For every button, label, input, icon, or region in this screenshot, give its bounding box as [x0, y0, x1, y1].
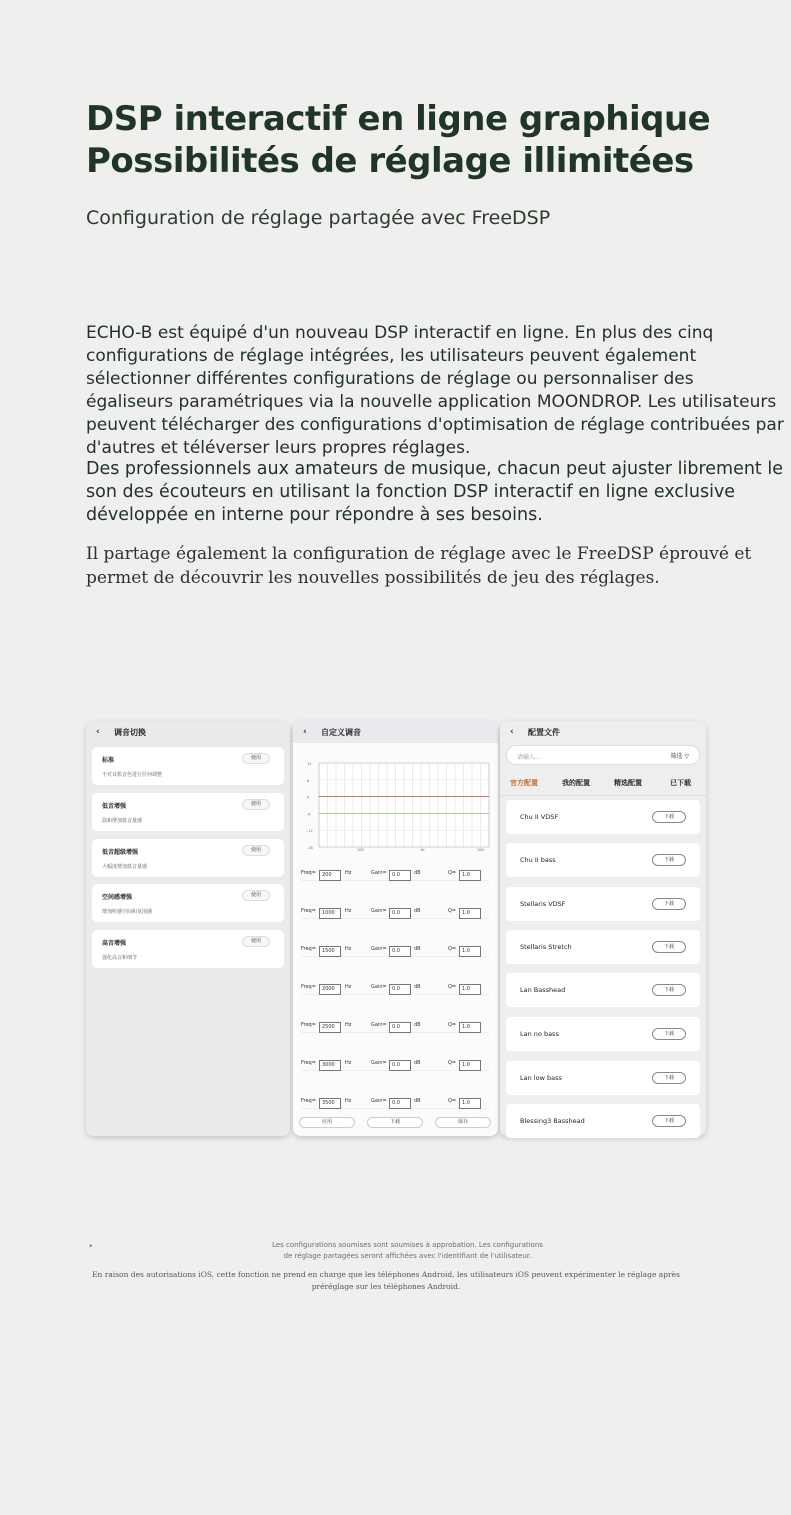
- profile-card[interactable]: [506, 887, 700, 921]
- preset-title: 标准: [102, 757, 115, 764]
- download-button[interactable]: 下载: [652, 941, 686, 953]
- freq-label: Freq=: [301, 984, 316, 990]
- hz-label: Hz: [345, 1022, 352, 1028]
- gain-label: Gain=: [371, 1098, 387, 1104]
- profile-name: Lan low bass: [520, 1074, 562, 1082]
- db-label: dB: [414, 908, 421, 914]
- freq-input[interactable]: 2500: [319, 1022, 341, 1033]
- y-tick-label: -12: [307, 829, 313, 834]
- preset-title: 低音增强: [102, 803, 127, 810]
- freq-label: Freq=: [301, 946, 316, 952]
- gain-label: Gain=: [371, 946, 387, 952]
- q-label: Q=: [448, 908, 457, 914]
- q-label: Q=: [448, 946, 457, 952]
- hz-label: Hz: [345, 870, 352, 876]
- hz-label: Hz: [345, 908, 352, 914]
- use-button[interactable]: 使用: [242, 936, 270, 947]
- use-button[interactable]: 使用: [242, 799, 270, 810]
- footnote-ios: En raison des autorisations iOS, cette fonction ne prend en charge que les téléphones Android, les utilisateurs iOS peuvent expérimenter le réglage après préréglage sur les téléphones Android.: [92, 1270, 680, 1291]
- y-tick-label: 0: [307, 795, 310, 800]
- eq-band-row: [301, 867, 489, 881]
- title-line-1: DSP interactif en ligne graphique: [86, 99, 711, 139]
- gain-input[interactable]: 0.0: [389, 984, 411, 995]
- gain-input[interactable]: 0.0: [389, 1022, 411, 1033]
- tab-downloaded[interactable]: 已下载: [670, 779, 691, 787]
- second-paragraph: Des professionnels aux amateurs de musique, chacun peut ajuster librement le son des écouteurs en utilisant la fonction DSP interactif en ligne exclusive développée en interne pour répondre à ses besoins.: [86, 459, 783, 525]
- profile-name: Chu II bass: [520, 856, 556, 864]
- q-label: Q=: [448, 1060, 457, 1066]
- reset-button[interactable]: 应用: [299, 1117, 355, 1128]
- db-label: dB: [414, 984, 421, 990]
- use-button[interactable]: 使用: [242, 845, 270, 856]
- y-tick-label: -6: [307, 812, 311, 817]
- q-input[interactable]: 1.0: [459, 1098, 481, 1109]
- back-icon[interactable]: ‹: [96, 727, 100, 737]
- preset-card[interactable]: [92, 839, 284, 877]
- footnote-approval: [200, 1241, 615, 1260]
- gain-input[interactable]: 0.0: [389, 1098, 411, 1109]
- preset-description: 大幅度增加低音量感: [102, 864, 148, 870]
- use-button[interactable]: 使用: [242, 890, 270, 901]
- q-label: Q=: [448, 1098, 457, 1104]
- download-button[interactable]: 下载: [652, 1115, 686, 1127]
- y-tick-label: -18: [307, 846, 313, 850]
- q-input[interactable]: 1.0: [459, 1060, 481, 1071]
- freq-label: Freq=: [301, 908, 316, 914]
- preset-title: 低音超级增强: [102, 849, 139, 856]
- q-input[interactable]: 1.0: [459, 984, 481, 995]
- custom-eq-header: [293, 721, 498, 743]
- profile-tabs: [500, 776, 706, 796]
- eq-band-row: [301, 981, 489, 995]
- preset-description: 增加听感空间和氛围感: [102, 909, 153, 915]
- x-tick-label: 10K: [477, 848, 484, 852]
- db-label: dB: [414, 1098, 421, 1104]
- phone-screen-presets: [86, 721, 290, 1136]
- db-label: dB: [414, 870, 421, 876]
- gain-input[interactable]: 0.0: [389, 870, 411, 881]
- download-button[interactable]: 下载: [652, 1028, 686, 1040]
- gain-input[interactable]: 0.0: [389, 908, 411, 919]
- q-label: Q=: [448, 1022, 457, 1028]
- eq-band-row: [301, 943, 489, 957]
- q-label: Q=: [448, 870, 457, 876]
- title-line-2: Possibilités de réglage illimitées: [86, 141, 694, 181]
- tab-featured[interactable]: 精选配置: [614, 779, 642, 787]
- eq-band-row: [301, 1057, 489, 1071]
- q-label: Q=: [448, 984, 457, 990]
- freq-label: Freq=: [301, 1060, 316, 1066]
- profile-name: Chu II VDSF: [520, 813, 559, 821]
- preset-title: 高音增强: [102, 940, 127, 947]
- profile-card[interactable]: [506, 930, 700, 964]
- phone-screen-profiles: [500, 721, 706, 1136]
- eq-band-row: [301, 1095, 489, 1109]
- download-button[interactable]: 下载: [652, 854, 686, 866]
- x-tick-label: 100: [357, 848, 364, 852]
- q-input[interactable]: 1.0: [459, 870, 481, 881]
- intro-paragraph: ECHO-B est équipé d'un nouveau DSP interactif en ligne. En plus des cinq configurations de réglage intégrées, les utilisateurs peuvent également sélectionner différentes configurations de réglage ou personnaliser des égaliseurs paramétriques via la nouvelle application MOONDROP. Les utilisateurs peuvent télécharger des configurations d'optimisation de réglage contribuées par d'autres et téléverser leurs propres réglages.: [86, 323, 784, 458]
- profile-card[interactable]: [506, 973, 700, 1007]
- phone-screen-custom-eq: [293, 721, 498, 1136]
- y-tick-label: 6: [307, 778, 310, 783]
- x-tick-label: 1K: [420, 848, 425, 852]
- preset-card[interactable]: [92, 793, 284, 831]
- freq-input[interactable]: 2000: [319, 984, 341, 995]
- profile-card[interactable]: [506, 1104, 700, 1138]
- page-subtitle: Configuration de réglage partagée avec FreeDSP: [86, 207, 551, 229]
- third-paragraph: Il partage également la configuration de réglage avec le FreeDSP éprouvé et permet de découvrir les nouvelles possibilités de jeu des réglages.: [86, 544, 752, 588]
- gain-label: Gain=: [371, 1022, 387, 1028]
- hz-label: Hz: [345, 946, 352, 952]
- profile-name: Stellaris VDSF: [520, 900, 566, 908]
- gain-label: Gain=: [371, 1060, 387, 1066]
- filter-button[interactable]: 筛选 ▽: [670, 753, 689, 760]
- profiles-title: 配置文件: [528, 727, 560, 737]
- eq-curve-chart: [307, 761, 492, 852]
- hz-label: Hz: [345, 984, 352, 990]
- presets-title: 调音切换: [114, 727, 146, 737]
- profile-card[interactable]: [506, 1061, 700, 1095]
- back-icon[interactable]: ‹: [303, 727, 307, 737]
- presets-header: [86, 721, 290, 743]
- hz-label: Hz: [345, 1060, 352, 1066]
- download-button[interactable]: 下载: [652, 898, 686, 910]
- search-input[interactable]: [506, 745, 700, 765]
- hz-label: Hz: [345, 1098, 352, 1104]
- custom-eq-title: 自定义调音: [321, 727, 361, 737]
- search-placeholder: 请输入...: [517, 754, 541, 761]
- download-button[interactable]: 下载: [652, 1072, 686, 1084]
- preset-card[interactable]: [92, 747, 284, 785]
- freq-input[interactable]: 200: [319, 870, 341, 881]
- profile-name: Blessing3 Basshead: [520, 1117, 585, 1125]
- freq-label: Freq=: [301, 1098, 316, 1104]
- download-button[interactable]: 下载: [652, 811, 686, 823]
- profile-name: Lan Basshead: [520, 986, 566, 994]
- y-tick-label: 12: [307, 762, 312, 766]
- preset-description: 温和增加低音量感: [102, 818, 143, 824]
- profile-card[interactable]: [506, 1017, 700, 1051]
- q-input[interactable]: 1.0: [459, 1022, 481, 1033]
- preset-card[interactable]: [92, 930, 284, 968]
- footnote-line-1: Les configurations soumises sont soumises à approbation. Les configurations: [272, 1241, 543, 1249]
- gain-input[interactable]: 0.0: [389, 946, 411, 957]
- profile-card[interactable]: [506, 800, 700, 834]
- page-title: [86, 98, 776, 182]
- freq-input[interactable]: 3000: [319, 1060, 341, 1071]
- gain-label: Gain=: [371, 984, 387, 990]
- preset-description: 强化高音和细节: [102, 955, 138, 961]
- preset-title: 空间感增强: [102, 894, 133, 901]
- tab-mine[interactable]: 我的配置: [562, 779, 590, 787]
- profiles-header: [500, 721, 706, 743]
- freq-label: Freq=: [301, 1022, 316, 1028]
- back-icon[interactable]: ‹: [510, 727, 514, 737]
- q-input[interactable]: 1.0: [459, 908, 481, 919]
- gain-label: Gain=: [371, 870, 387, 876]
- freq-label: Freq=: [301, 870, 316, 876]
- download-button[interactable]: 下载: [367, 1117, 423, 1128]
- eq-band-row: [301, 905, 489, 919]
- gain-input[interactable]: 0.0: [389, 1060, 411, 1071]
- profile-card[interactable]: [506, 843, 700, 877]
- tab-official[interactable]: 官方配置: [510, 779, 538, 787]
- footnote-star: *: [89, 1243, 93, 1251]
- freq-input[interactable]: 1500: [319, 946, 341, 957]
- gain-label: Gain=: [371, 908, 387, 914]
- q-input[interactable]: 1.0: [459, 946, 481, 957]
- download-button[interactable]: 下载: [652, 984, 686, 996]
- preset-description: 不对耳机音色进行任何调整: [102, 772, 163, 778]
- eq-band-row: [301, 1019, 489, 1033]
- db-label: dB: [414, 946, 421, 952]
- save-button[interactable]: 保存: [435, 1117, 491, 1128]
- profile-name: Lan no bass: [520, 1030, 559, 1038]
- freq-input[interactable]: 3500: [319, 1098, 341, 1109]
- use-button[interactable]: 使用: [242, 753, 270, 764]
- profile-name: Stellaris Stretch: [520, 943, 572, 951]
- footnote-line-2: de réglage partagées seront affichées avec l'identifiant de l'utilisateur.: [283, 1252, 532, 1260]
- freq-input[interactable]: 1000: [319, 908, 341, 919]
- db-label: dB: [414, 1022, 421, 1028]
- preset-card[interactable]: [92, 884, 284, 922]
- db-label: dB: [414, 1060, 421, 1066]
